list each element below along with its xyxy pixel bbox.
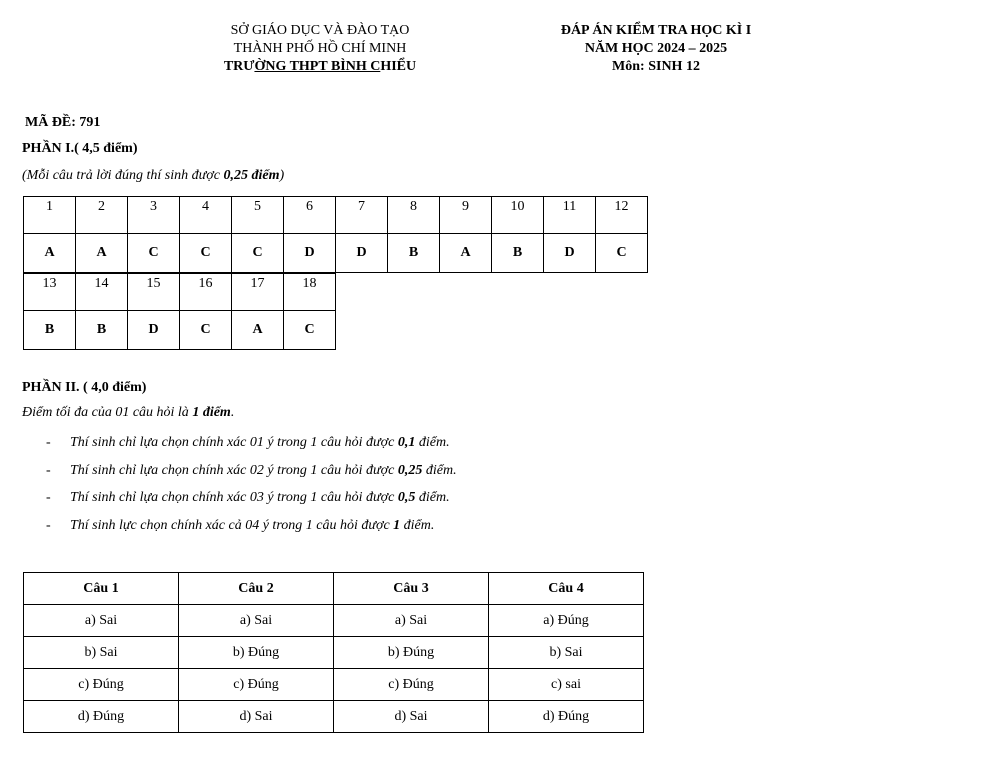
part1-answer-table-2 xyxy=(23,273,336,350)
answer-cell: C xyxy=(180,234,232,273)
scoring-rule xyxy=(46,490,450,506)
question-number-cell: 9 xyxy=(440,197,492,234)
true-false-cell: a) Sai xyxy=(334,605,489,637)
answer-cell: C xyxy=(128,234,180,273)
answer-cell: A xyxy=(232,311,284,350)
rule-tail: điểm. xyxy=(415,490,450,505)
question-number-cell: 3 xyxy=(128,197,180,234)
table-row xyxy=(24,637,644,669)
rule-text: Thí sinh lực chọn chính xác cả 04 ý trong 1 câu hỏi được xyxy=(70,518,394,533)
scoring-rule xyxy=(46,518,434,534)
answer-cell: A xyxy=(24,234,76,273)
question-number-cell: 17 xyxy=(232,274,284,311)
answer-cell: C xyxy=(596,234,648,273)
answer-cell: D xyxy=(336,234,388,273)
part1-title: PHẦN I.( 4,5 điểm) xyxy=(22,141,138,156)
question-number-cell: 14 xyxy=(76,274,128,311)
true-false-cell: c) Đúng xyxy=(24,669,179,701)
rule-points: 0,5 xyxy=(397,490,416,505)
table-row xyxy=(24,701,644,733)
true-false-cell: d) Sai xyxy=(179,701,334,733)
question-number-cell: 6 xyxy=(284,197,336,234)
question-number-cell: 4 xyxy=(180,197,232,234)
true-false-cell: c) sai xyxy=(489,669,644,701)
exam-title: ĐÁP ÁN KIỂM TRA HỌC KÌ I xyxy=(560,23,752,38)
question-number-cell: 16 xyxy=(180,274,232,311)
answer-cell: A xyxy=(440,234,492,273)
rule-text: Thí sinh chỉ lựa chọn chính xác 03 ý trong 1 câu hỏi được xyxy=(70,490,398,505)
bullet-dash: - xyxy=(46,435,51,450)
question-number-cell: 10 xyxy=(492,197,544,234)
question-number-cell: 18 xyxy=(284,274,336,311)
rule-tail: điểm. xyxy=(415,435,450,450)
rule-text: Thí sinh chỉ lựa chọn chính xác 01 ý trong 1 câu hỏi được xyxy=(70,435,398,450)
rule-points: 0,25 xyxy=(397,463,423,478)
exam-code: MÃ ĐỀ: 791 xyxy=(25,115,101,130)
true-false-cell: c) Đúng xyxy=(334,669,489,701)
question-number-cell: 11 xyxy=(544,197,596,234)
answer-cell: B xyxy=(492,234,544,273)
bullet-dash: - xyxy=(46,518,51,533)
true-false-cell: c) Đúng xyxy=(179,669,334,701)
rule-points: 1 xyxy=(393,518,401,533)
rule-tail: điểm. xyxy=(422,463,457,478)
question-number-cell: 5 xyxy=(232,197,284,234)
answer-cell: D xyxy=(128,311,180,350)
answer-cell: A xyxy=(76,234,128,273)
true-false-cell: a) Sai xyxy=(179,605,334,637)
table-row xyxy=(24,669,644,701)
question-number-cell: 7 xyxy=(336,197,388,234)
true-false-cell: a) Đúng xyxy=(489,605,644,637)
table-row xyxy=(24,605,644,637)
bullet-dash: - xyxy=(46,463,51,478)
true-false-cell: b) Sai xyxy=(24,637,179,669)
part1-answer-table-1 xyxy=(23,196,648,273)
answer-cell: D xyxy=(544,234,596,273)
answer-cell: D xyxy=(284,234,336,273)
rule-tail: điểm. xyxy=(400,518,435,533)
answer-cell: B xyxy=(388,234,440,273)
answer-cell: C xyxy=(180,311,232,350)
answer-cell: B xyxy=(24,311,76,350)
department-name: SỞ GIÁO DỤC VÀ ĐÀO TẠO xyxy=(230,23,410,38)
true-false-cell: b) Sai xyxy=(489,637,644,669)
subject: Môn: SINH 12 xyxy=(612,59,700,74)
school-year: NĂM HỌC 2024 – 2025 xyxy=(584,41,728,56)
part1-note: (Mỗi câu trả lời đúng thí sinh được 0,25 điểm) xyxy=(22,168,285,183)
question-header: Câu 2 xyxy=(179,573,334,605)
part2-note: Điểm tối đa của 01 câu hỏi là 1 điểm. xyxy=(22,405,235,420)
question-header: Câu 4 xyxy=(489,573,644,605)
true-false-cell: d) Đúng xyxy=(489,701,644,733)
true-false-cell: b) Đúng xyxy=(179,637,334,669)
scoring-rule xyxy=(46,435,450,451)
rule-text: Thí sinh chỉ lựa chọn chính xác 02 ý trong 1 câu hỏi được xyxy=(70,463,398,478)
rule-points: 0,1 xyxy=(397,435,416,450)
question-number-cell: 15 xyxy=(128,274,180,311)
question-number-cell: 2 xyxy=(76,197,128,234)
answer-cell: C xyxy=(232,234,284,273)
exam-header xyxy=(506,22,806,76)
part2-answer-table xyxy=(23,572,644,733)
question-number-cell: 1 xyxy=(24,197,76,234)
question-header: Câu 3 xyxy=(334,573,489,605)
question-header: Câu 1 xyxy=(24,573,179,605)
answer-cell: B xyxy=(76,311,128,350)
school-name: TRƯỜNG THPT BÌNH CHIỂU xyxy=(223,59,417,74)
answer-cell: C xyxy=(284,311,336,350)
scoring-rule xyxy=(46,463,457,479)
question-number-cell: 12 xyxy=(596,197,648,234)
true-false-cell: a) Sai xyxy=(24,605,179,637)
question-number-cell: 8 xyxy=(388,197,440,234)
bullet-dash: - xyxy=(46,490,51,505)
true-false-cell: d) Sai xyxy=(334,701,489,733)
part2-title: PHẦN II. ( 4,0 điểm) xyxy=(22,380,147,395)
true-false-cell: b) Đúng xyxy=(334,637,489,669)
question-number-cell: 13 xyxy=(24,274,76,311)
city-name: THÀNH PHỐ HỒ CHÍ MINH xyxy=(233,41,407,56)
school-header xyxy=(170,22,470,76)
true-false-cell: d) Đúng xyxy=(24,701,179,733)
